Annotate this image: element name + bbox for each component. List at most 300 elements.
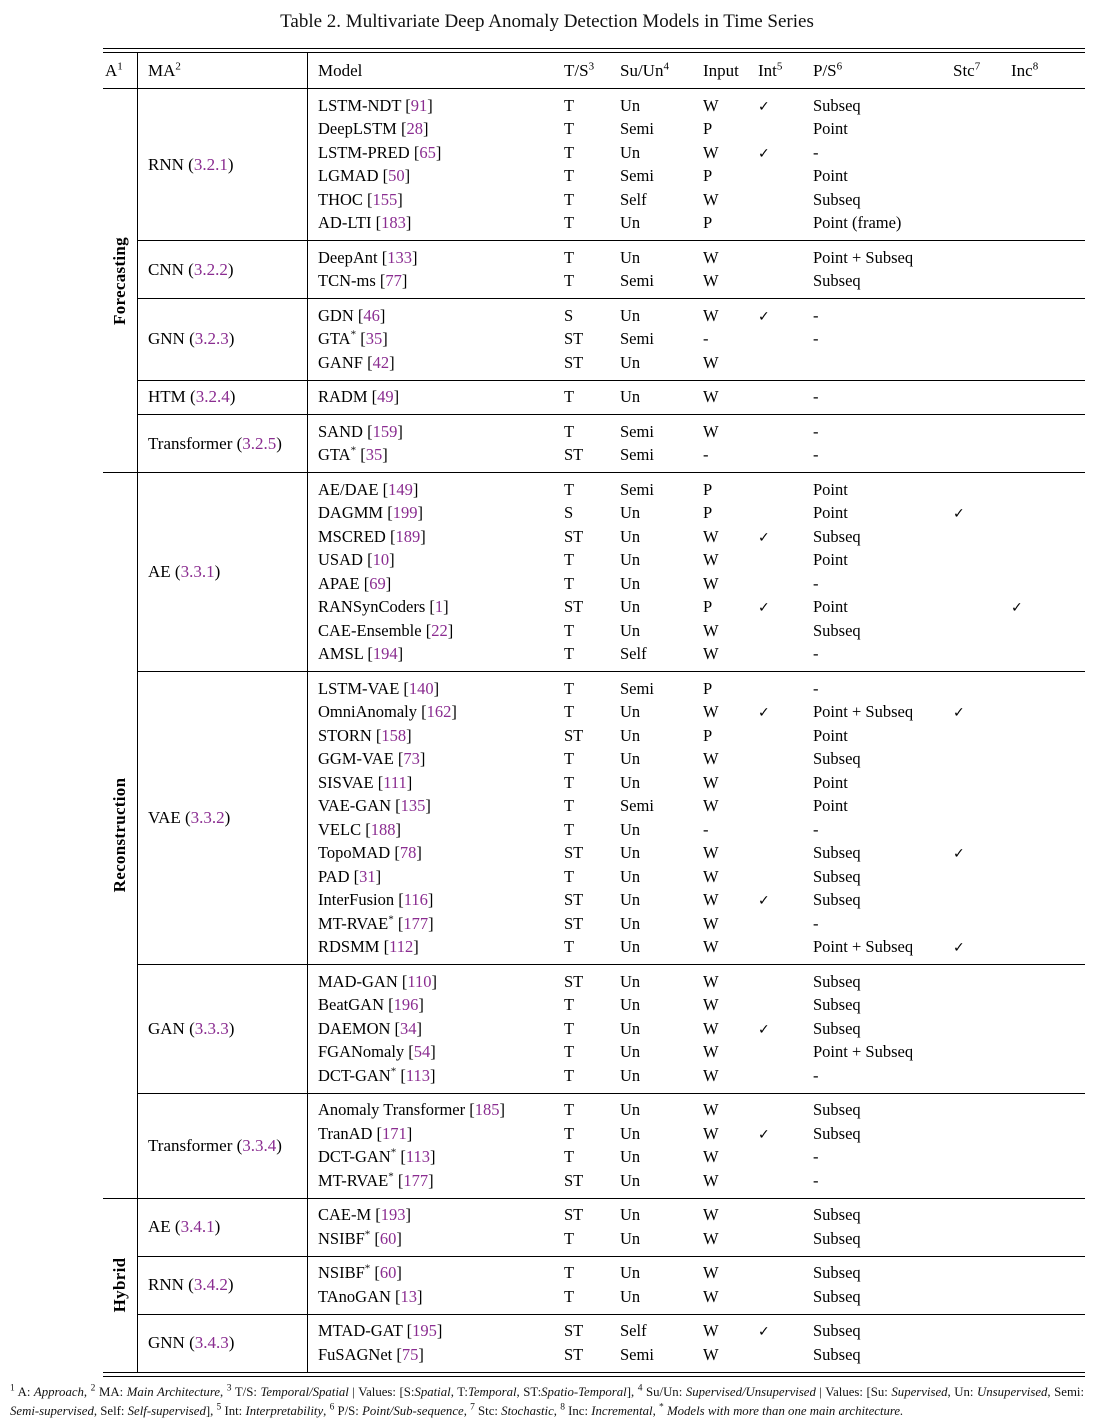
citation-link[interactable]: 112 — [389, 937, 414, 957]
suun-cell: Un — [620, 387, 641, 407]
table-row — [308, 1169, 1085, 1193]
ts-cell: T — [564, 119, 575, 139]
ma-name: Transformer (3.2.5) — [148, 433, 282, 453]
ma-group-label — [137, 299, 308, 380]
citation-link[interactable]: 22 — [431, 620, 448, 640]
ma-group-rows — [308, 1094, 1085, 1198]
ts-cell: T — [564, 387, 575, 407]
ts-cell: ST — [564, 1344, 584, 1364]
input-cell: W — [703, 843, 719, 863]
input-cell: - — [703, 819, 709, 839]
model-cell: MT-RVAE* [177] — [318, 913, 434, 933]
col-header-int — [755, 61, 806, 81]
model-cell: SAND [159] — [318, 421, 403, 441]
ps-cell: - — [813, 1147, 819, 1167]
ma-name: RNN (3.2.1) — [148, 154, 234, 174]
model-cell: MSCRED [189] — [318, 526, 426, 546]
footnote-text-run: | Values: [Su: — [815, 1384, 892, 1399]
section-ref-link[interactable]: 3.4.2 — [193, 1275, 228, 1294]
citation-link[interactable]: 69 — [369, 573, 386, 593]
suun-cell: Un — [620, 142, 641, 162]
table-row — [308, 701, 1085, 725]
suun-cell: Semi — [620, 271, 654, 291]
suun-cell: Un — [620, 971, 641, 991]
citation-link[interactable]: 60 — [379, 1228, 397, 1248]
section-ref-link[interactable]: 3.3.3 — [194, 1018, 229, 1038]
int-cell — [755, 306, 806, 326]
citation-link[interactable]: 189 — [395, 526, 421, 546]
citation-link[interactable]: 113 — [405, 1065, 430, 1085]
suun-cell: Self — [620, 189, 647, 209]
citation-link[interactable]: 31 — [359, 866, 376, 886]
table-row — [308, 212, 1085, 236]
model-cell: USAD [10] — [318, 550, 395, 570]
footnote-text-run: Models with more than one main architecture. — [666, 1403, 904, 1418]
ts-cell: T — [564, 644, 575, 664]
ma-group-rows — [308, 1315, 1085, 1372]
suun-cell: Un — [620, 1228, 641, 1248]
table-row — [308, 525, 1085, 549]
ma-group — [137, 381, 1085, 415]
table-row — [308, 795, 1085, 819]
ma-group-label — [137, 241, 308, 298]
check-icon: ✓ — [758, 1126, 770, 1143]
ps-cell: - — [813, 819, 819, 839]
suun-cell: Un — [620, 352, 641, 372]
check-icon: ✓ — [758, 145, 770, 162]
star-marker: * — [364, 1228, 371, 1241]
citation-link[interactable]: 162 — [426, 702, 452, 722]
suun-cell: Un — [620, 1042, 641, 1062]
footnote-text-run: Self-supervised — [127, 1403, 206, 1418]
ma-group-label — [137, 1257, 308, 1314]
ps-cell: Subseq — [813, 526, 861, 546]
footnote-text-run: 3 — [226, 1383, 232, 1394]
footnote-text-run: , Self: — [93, 1403, 128, 1418]
ma-group-label — [137, 415, 308, 472]
col-header-inc — [1005, 61, 1085, 81]
col-header-approach — [103, 53, 137, 88]
model-cell: DCT-GAN* [113] — [318, 1065, 436, 1085]
footnote-text-run: Inc: — [564, 1403, 592, 1418]
citation-link[interactable]: 54 — [413, 1042, 431, 1062]
citation-link[interactable]: 177 — [403, 913, 429, 933]
ps-cell: Subseq — [813, 189, 861, 209]
table-header-row — [103, 53, 1085, 88]
approach-cell — [103, 1199, 137, 1372]
int-cell — [755, 702, 806, 722]
table-row — [308, 1099, 1085, 1123]
table-row — [308, 596, 1085, 620]
ts-cell: ST — [564, 526, 584, 546]
col-header-ts-label: $T/S^3$ — [564, 59, 595, 80]
ma-name: AE (3.3.1) — [148, 562, 221, 581]
ts-cell: T — [564, 772, 575, 792]
approach-cell — [103, 89, 137, 472]
footnote-text-run: , ST: — [516, 1384, 542, 1399]
int-cell — [755, 143, 806, 163]
input-cell: W — [703, 796, 719, 816]
table-row — [308, 1262, 1085, 1286]
ps-cell: Subseq — [813, 620, 861, 640]
model-cell: CAE-M [193] — [318, 1205, 412, 1225]
citation-link[interactable]: 73 — [403, 749, 420, 769]
suun-cell: Un — [620, 937, 641, 957]
ps-cell: Subseq — [813, 843, 861, 863]
suun-cell: Un — [620, 503, 641, 523]
input-cell: W — [703, 1123, 719, 1143]
input-cell: W — [703, 1018, 719, 1038]
citation-link[interactable]: 113 — [405, 1147, 430, 1167]
ts-cell: S — [564, 503, 574, 523]
citation-link[interactable]: 194 — [372, 644, 398, 664]
ts-cell: T — [564, 142, 575, 162]
ma-name: RNN (3.4.2) — [148, 1275, 234, 1294]
citation-link[interactable]: 177 — [403, 1170, 429, 1190]
ts-cell: ST — [564, 843, 584, 863]
suun-cell: Un — [620, 213, 641, 233]
check-icon: ✓ — [758, 308, 770, 325]
ts-cell: T — [564, 550, 575, 570]
ts-cell: ST — [564, 725, 584, 745]
citation-link[interactable]: 149 — [388, 479, 413, 499]
citation-link[interactable]: 116 — [403, 890, 428, 910]
citation-link[interactable]: 185 — [474, 1100, 500, 1120]
ps-cell: Subseq — [813, 271, 861, 291]
table-row — [308, 328, 1085, 352]
int-cell — [755, 1321, 806, 1341]
citation-link[interactable]: 155 — [372, 189, 398, 209]
model-cell: FuSAGNet [75] — [318, 1344, 424, 1364]
model-cell: CAE-Ensemble [22] — [318, 620, 454, 640]
table-row — [308, 1227, 1085, 1251]
ps-cell: Point + Subseq — [813, 247, 914, 267]
footnote-text-run: Unsupervised — [977, 1384, 1048, 1399]
ts-cell: ST — [564, 329, 584, 349]
footnote-text-run: , — [463, 1403, 471, 1418]
footnote-text-run: 1 — [10, 1383, 15, 1394]
citation-link[interactable]: 158 — [381, 725, 407, 745]
ts-cell: T — [564, 937, 575, 957]
citation-link[interactable]: 196 — [393, 995, 419, 1015]
footnote-text-run: P/S: — [334, 1403, 363, 1418]
star-marker: * — [390, 1065, 397, 1078]
input-cell: W — [703, 271, 719, 291]
footnote-text-run: Spatial — [414, 1384, 451, 1399]
footnote-text-run: Approach — [33, 1384, 84, 1399]
ma-group — [137, 1199, 1085, 1256]
section-forecasting — [103, 89, 1085, 472]
model-cell: BeatGAN [196] — [318, 995, 424, 1015]
footnote-text-run: , T: — [450, 1384, 468, 1399]
ps-cell: Subseq — [813, 995, 861, 1015]
suun-cell: Un — [620, 913, 641, 933]
suun-cell: Un — [620, 866, 641, 886]
col-header-stc — [948, 61, 1005, 81]
citation-link[interactable]: 77 — [385, 271, 402, 291]
ma-name: GAN (3.3.3) — [148, 1018, 235, 1038]
citation-link[interactable]: 34 — [400, 1018, 417, 1038]
citation-link[interactable]: 133 — [387, 247, 412, 267]
star-marker: * — [388, 1170, 394, 1183]
star-marker: * — [350, 444, 357, 457]
ps-cell: - — [813, 305, 819, 325]
suun-cell: Semi — [620, 445, 654, 465]
section-ref-link[interactable]: 3.4.3 — [194, 1333, 229, 1352]
section-ref-link[interactable]: 3.2.1 — [193, 154, 228, 174]
ps-cell: Point — [813, 479, 848, 499]
citation-link[interactable]: 35 — [365, 329, 383, 349]
ps-cell: Subseq — [813, 1263, 861, 1283]
footnote-text-run: A: — [14, 1384, 34, 1399]
citation-link[interactable]: 110 — [407, 971, 432, 991]
input-cell: W — [703, 526, 719, 546]
model-cell: TranAD [171] — [318, 1123, 413, 1143]
model-cell: GANF [42] — [318, 352, 395, 372]
ma-group-rows — [308, 299, 1085, 380]
ts-cell: T — [564, 1100, 575, 1120]
ma-group-label — [137, 965, 308, 1093]
citation-link[interactable]: 75 — [401, 1344, 419, 1364]
int-cell — [755, 890, 806, 910]
ps-cell: Subseq — [813, 1018, 861, 1038]
ps-cell: - — [813, 445, 819, 465]
table-row — [308, 165, 1085, 189]
footnote-text-run: Stc: — [474, 1403, 502, 1418]
footnote-text-run: Main Architecture — [126, 1384, 221, 1399]
table-row — [308, 351, 1085, 375]
citation-link[interactable]: 193 — [380, 1205, 406, 1225]
ps-cell: Subseq — [813, 1344, 861, 1364]
citation-link[interactable]: 188 — [370, 819, 396, 839]
input-cell: W — [703, 1228, 719, 1248]
citation-link[interactable]: 35 — [365, 445, 383, 465]
section-ref-link[interactable]: 3.3.4 — [242, 1135, 277, 1155]
table-row — [308, 912, 1085, 936]
citation-link[interactable]: 135 — [400, 796, 426, 816]
citation-link[interactable]: 13 — [400, 1286, 418, 1306]
footnote-text-run: 7 — [470, 1402, 475, 1413]
ts-cell: T — [564, 189, 575, 209]
stc-cell — [948, 937, 1005, 957]
table-row — [308, 842, 1085, 866]
model-cell: LSTM-NDT [91] — [318, 95, 433, 115]
ma-group — [137, 299, 1085, 380]
model-cell: DeepAnt [133] — [318, 247, 418, 267]
footnote-text-run: MA: — [95, 1384, 127, 1399]
ps-cell: Point + Subseq — [813, 702, 914, 722]
ps-cell: Point (frame) — [813, 213, 902, 233]
table-row — [308, 1204, 1085, 1228]
ts-cell: T — [564, 749, 575, 769]
citation-link[interactable]: 50 — [388, 166, 405, 186]
table-row — [308, 865, 1085, 889]
input-cell: W — [703, 620, 719, 640]
suun-cell: Un — [620, 1205, 641, 1225]
suun-cell: Self — [620, 644, 647, 664]
approach-cell — [103, 473, 137, 1198]
col-header-ps — [806, 61, 948, 81]
model-cell: GDN [46] — [318, 305, 386, 325]
citation-link[interactable]: 65 — [419, 142, 436, 162]
ma-group-rows — [308, 241, 1085, 298]
col-header-stc-label: Stc$^7$ — [953, 59, 981, 80]
section-ref-link[interactable]: 3.3.1 — [180, 562, 215, 581]
ma-name: AE (3.4.1) — [148, 1217, 221, 1236]
ps-cell: Subseq — [813, 95, 861, 115]
ps-cell: Point — [813, 597, 848, 617]
input-cell: W — [703, 1321, 719, 1341]
suun-cell: Un — [620, 702, 641, 722]
ma-group-label — [137, 672, 308, 964]
table-row — [308, 1146, 1085, 1170]
section-ref-link[interactable]: 3.2.3 — [194, 329, 229, 349]
ts-cell: T — [564, 866, 575, 886]
star-marker: * — [388, 913, 394, 926]
ts-cell: ST — [564, 1170, 584, 1190]
ts-cell: T — [564, 166, 575, 186]
model-cell: LSTM-PRED [65] — [318, 142, 442, 162]
citation-link[interactable]: 49 — [377, 387, 394, 407]
approach-groups — [137, 89, 1085, 472]
col-header-input — [696, 61, 755, 81]
table-row — [308, 94, 1085, 118]
table-body — [103, 89, 1085, 1372]
input-cell: P — [703, 503, 713, 523]
ma-group — [137, 241, 1085, 298]
citation-link[interactable]: 1 — [434, 597, 444, 617]
ts-cell: T — [564, 479, 575, 499]
ps-cell: Point — [813, 796, 848, 816]
table-caption: Table 2. Multivariate Deep Anomaly Detection Models in Time Series — [280, 11, 814, 32]
section-ref-link[interactable]: 3.2.5 — [242, 433, 277, 453]
input-cell: W — [703, 890, 719, 910]
col-header-ts — [556, 61, 616, 81]
approach-groups — [137, 1199, 1085, 1372]
model-cell: GGM-VAE [73] — [318, 749, 426, 769]
table-row — [308, 970, 1085, 994]
int-cell — [755, 527, 806, 547]
citation-link[interactable]: 91 — [410, 95, 428, 115]
model-cell: TCN-ms [77] — [318, 271, 408, 291]
footnote-text-run: , — [83, 1384, 91, 1399]
model-cell: NSIBF* [60] — [318, 1262, 402, 1283]
footnote-text-run: ], — [205, 1403, 217, 1418]
suun-cell: Semi — [620, 166, 654, 186]
section-ref-link[interactable]: 3.2.2 — [193, 259, 228, 279]
ts-cell: ST — [564, 971, 584, 991]
ts-cell: T — [564, 271, 575, 291]
models-table — [103, 48, 1085, 1377]
ma-group-rows — [308, 415, 1085, 472]
check-icon: ✓ — [953, 846, 965, 863]
citation-link[interactable]: 159 — [372, 421, 398, 441]
citation-link[interactable]: 183 — [381, 213, 406, 233]
table-row — [308, 478, 1085, 502]
input-cell: W — [703, 1263, 719, 1283]
suun-cell: Semi — [620, 329, 654, 349]
citation-link[interactable]: 78 — [399, 843, 417, 863]
model-cell: VAE-GAN [135] — [318, 796, 431, 816]
ma-group-rows — [308, 1199, 1085, 1256]
stc-cell — [948, 843, 1005, 863]
citation-link[interactable]: 10 — [372, 550, 390, 570]
star-marker: * — [350, 328, 357, 341]
col-header-model-label: Model — [318, 60, 363, 80]
citation-link[interactable]: 140 — [408, 678, 434, 698]
table-row — [308, 748, 1085, 772]
ma-group-label — [137, 89, 308, 240]
ps-cell: - — [813, 142, 819, 162]
section-ref-link[interactable]: 3.2.4 — [195, 387, 230, 407]
ps-cell: Point — [813, 503, 848, 523]
ts-cell: T — [564, 213, 575, 233]
ps-cell: Point — [813, 166, 848, 186]
table-row — [308, 1017, 1085, 1041]
suun-cell: Semi — [620, 796, 654, 816]
footnote-text-run: 6 — [329, 1402, 335, 1413]
section-ref-link[interactable]: 3.3.2 — [190, 808, 225, 827]
citation-link[interactable]: 60 — [379, 1263, 397, 1283]
footnote-text-run: Incremental — [591, 1403, 653, 1418]
footnote-text-run: T/S: — [231, 1384, 261, 1399]
input-cell: W — [703, 644, 719, 664]
model-cell: TopoMAD [78] — [318, 843, 422, 863]
ma-group-rows — [308, 965, 1085, 1093]
stc-cell — [948, 702, 1005, 722]
model-cell: RANSynCoders [1] — [318, 597, 449, 617]
ma-group-label — [137, 381, 308, 415]
suun-cell: Un — [620, 1170, 641, 1190]
ma-group-label — [137, 1094, 308, 1198]
model-cell: MAD-GAN [110] — [318, 971, 438, 991]
section-ref-link[interactable]: 3.4.1 — [180, 1217, 215, 1236]
ts-cell: T — [564, 620, 575, 640]
ps-cell: - — [813, 1170, 819, 1190]
footnote-text-run: Spatio-Temporal — [541, 1384, 627, 1399]
citation-link[interactable]: 195 — [412, 1321, 437, 1341]
model-cell: DeepLSTM [28] — [318, 119, 429, 139]
input-cell: W — [703, 913, 719, 933]
ts-cell: T — [564, 678, 575, 698]
ps-cell: - — [813, 678, 819, 698]
citation-link[interactable]: 28 — [406, 119, 423, 139]
ps-cell: - — [813, 329, 819, 349]
check-icon: ✓ — [953, 506, 965, 523]
table-row — [308, 994, 1085, 1018]
ts-cell: T — [564, 573, 575, 593]
ma-group-label — [137, 473, 308, 671]
input-cell: P — [703, 725, 713, 745]
citation-link[interactable]: 42 — [372, 352, 390, 372]
citation-link[interactable]: 199 — [392, 503, 418, 523]
input-cell: W — [703, 995, 719, 1015]
model-cell: SISVAE [111] — [318, 772, 413, 792]
citation-link[interactable]: 171 — [382, 1123, 407, 1143]
table-row — [308, 502, 1085, 526]
table-row — [308, 549, 1085, 573]
citation-link[interactable]: 46 — [363, 305, 380, 325]
check-icon: ✓ — [758, 529, 770, 546]
check-icon: ✓ — [953, 705, 965, 722]
footnote-text-run: Supervised — [891, 1384, 948, 1399]
citation-link[interactable]: 111 — [383, 772, 407, 792]
table-row — [308, 936, 1085, 960]
model-cell: RDSMM [112] — [318, 937, 419, 957]
header-grid — [308, 53, 1085, 88]
check-icon: ✓ — [758, 893, 770, 910]
ts-cell: T — [564, 1065, 575, 1085]
